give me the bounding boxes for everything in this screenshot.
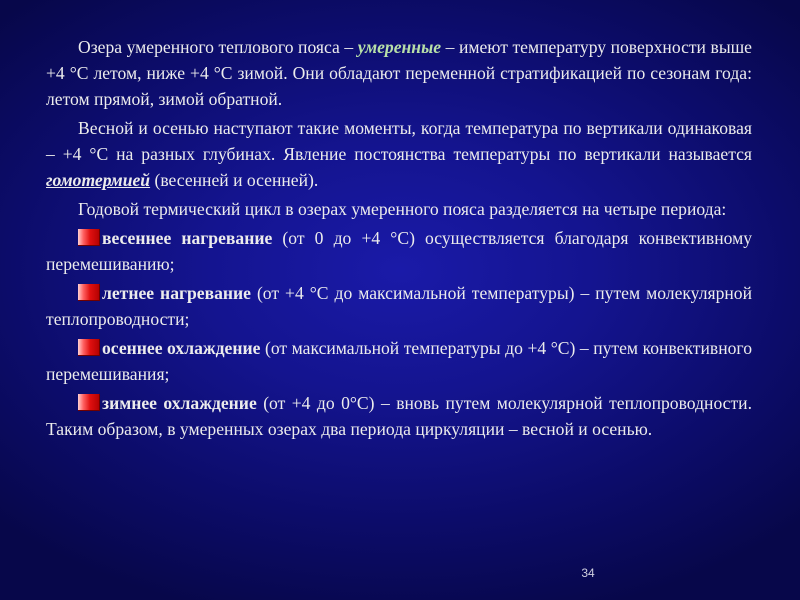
page-number: 34	[581, 566, 595, 580]
period-text: (от 0 до +4 °С) осуществляется благодаря конвективному перемешиванию;	[46, 228, 753, 274]
bullet-icon	[78, 394, 100, 411]
paragraph-text: Весной и осенью наступают такие моменты, когда температура по вертикали одинаковая – +4 °С на разных глубинах. Явление постоянства температуры по вертикали называется	[46, 118, 752, 164]
paragraph-text: – имеют температуру поверхности выше +4 °С летом, ниже +4 °С зимой. Они обладают переменной стратификацией по сезонам года: летом прямой, зимой обратной.	[46, 37, 752, 109]
paragraph-text: Годовой термический цикл в озерах умеренного пояса разделяется на четыре периода:	[78, 199, 727, 219]
bullet-icon	[78, 284, 100, 301]
bullet-icon	[78, 339, 100, 356]
period-term: зимнее охлаждение	[102, 393, 257, 413]
term-homothermy: гомотермией	[46, 170, 151, 190]
period-term: летнее нагревание	[102, 283, 251, 303]
period-text: (от максимальной температуры до +4 °С) – путем конвективного перемешивания;	[46, 338, 752, 384]
paragraph-temperate-lakes	[46, 34, 752, 112]
period-term: осеннее охлаждение	[102, 338, 261, 358]
slide-body	[46, 34, 752, 445]
period-text: (от +4 °С до максимальной температуры) – путем молекулярной теплопроводности;	[46, 283, 752, 329]
paragraph-homothermy	[46, 115, 752, 193]
paragraph-text: (весенней и осенней).	[150, 170, 319, 190]
list-item-summer-heating	[46, 280, 752, 332]
term-temperate: умеренные	[357, 37, 442, 57]
list-item-spring-heating	[46, 225, 752, 277]
paragraph-annual-cycle	[46, 196, 752, 222]
bullet-icon	[78, 229, 100, 246]
period-text: (от +4 до 0°С) – вновь путем молекулярной теплопроводности. Таким образом, в умеренных озерах два периода циркуляции – весной и осенью.	[46, 393, 752, 439]
list-item-winter-cooling	[46, 390, 752, 442]
period-term: весеннее нагревание	[102, 228, 273, 248]
paragraph-text: Озера умеренного теплового пояса –	[78, 37, 358, 57]
list-item-autumn-cooling	[46, 335, 752, 387]
